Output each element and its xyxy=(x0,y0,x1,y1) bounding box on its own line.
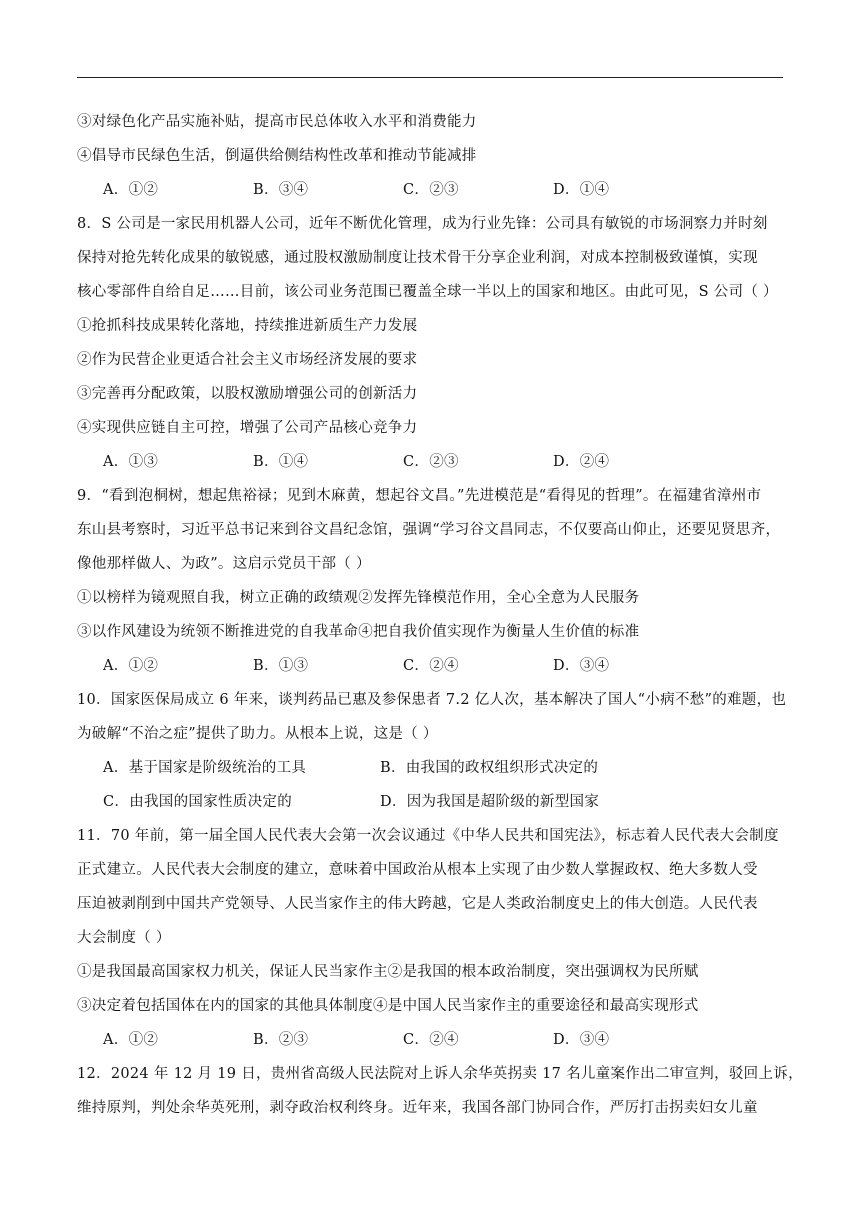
q11-option-c: C．②④ xyxy=(403,1032,459,1048)
q10-option-a: A．基于国家是阶级统治的工具 xyxy=(103,760,307,776)
q9-options xyxy=(77,649,785,683)
q8-stem-line: 8．S 公司是一家民用机器人公司，近年不断优化管理，成为行业先锋：公司具有敏锐的市场洞察力并时刻 xyxy=(77,216,768,232)
q11-items-3-4: ③决定着包括国体在内的国家的其他具体制度④是中国人民当家作主的重要途径和最高实现形式 xyxy=(77,998,699,1014)
q7-options xyxy=(77,173,785,207)
q8-option-a: A．①③ xyxy=(103,454,159,470)
q8-option-c: C．②③ xyxy=(403,454,459,470)
q11-stem-line: 11．70 年前，第一届全国人民代表大会第一次会议通过《中华人民共和国宪法》，标志着人民代表大会制度 xyxy=(77,828,779,844)
q8-item-3: ③完善再分配政策，以股权激励增强公司的创新活力 xyxy=(77,386,418,402)
q11-stem-line: 大会制度（ ） xyxy=(77,930,171,946)
q8-stem-line: 核心零部件自给自足……目前，该公司业务范围已覆盖全球一半以上的国家和地区。由此可见，S 公司（ ） xyxy=(77,284,778,300)
q11-option-d: D．③④ xyxy=(553,1032,610,1048)
q12-stem-line: 12．2024 年 12 月 19 日，贵州省高级人民法院对上诉人余华英拐卖 17 名儿童案作出二审宣判，驳回上诉， xyxy=(77,1066,803,1082)
q9-stem-line: 像他那样做人、为政”。这启示党员干部（ ） xyxy=(77,556,371,572)
q7-item-4: ④倡导市民绿色生活，倒逼供给侧结构性改革和推动节能减排 xyxy=(77,148,477,164)
q10-options-row-1 xyxy=(77,751,785,785)
q9-option-c: C．②④ xyxy=(403,658,459,674)
q7-option-b: B．③④ xyxy=(253,182,309,198)
q8-item-2: ②作为民营企业更适合社会主义市场经济发展的要求 xyxy=(77,352,418,368)
q9-option-a: A．①② xyxy=(103,658,159,674)
q8-item-4: ④实现供应链自主可控，增强了公司产品核心竞争力 xyxy=(77,420,418,436)
q11-option-a: A．①② xyxy=(103,1032,159,1048)
q8-options xyxy=(77,445,785,479)
q7-option-c: C．②③ xyxy=(403,182,459,198)
q9-items-3-4: ③以作风建设为统领不断推进党的自我革命④把自我价值实现作为衡量人生价值的标准 xyxy=(77,624,640,640)
q10-options-row-2 xyxy=(77,785,785,819)
q9-option-b: B．①③ xyxy=(253,658,309,674)
q7-option-d: D．①④ xyxy=(553,182,610,198)
q11-option-b: B．②③ xyxy=(253,1032,309,1048)
q11-options xyxy=(77,1023,785,1057)
q12-stem-line: 维持原判，判处余华英死刑，剥夺政治权利终身。近年来，我国各部门协同合作，严厉打击拐卖妇女儿童 xyxy=(77,1100,758,1116)
q9-stem-line: 东山县考察时，习近平总书记来到谷文昌纪念馆，强调“学习谷文昌同志，不仅要高山仰止，还要见贤思齐， xyxy=(77,522,781,538)
q9-items-1-2: ①以榜样为镜观照自我，树立正确的政绩观②发挥先锋模范作用，全心全意为人民服务 xyxy=(77,590,640,606)
q10-stem-line: 10．国家医保局成立 6 年来，谈判药品已惠及参保患者 7.2 亿人次，基本解决了国人“小病不愁”的难题，也 xyxy=(77,692,787,708)
q9-option-d: D．③④ xyxy=(553,658,610,674)
q8-stem-line: 保持对抢先转化成果的敏锐感，通过股权激励制度让技术骨干分享企业利润，对成本控制极致谨慎，实现 xyxy=(77,250,758,266)
exam-page xyxy=(77,105,803,1125)
q10-option-b: B．由我国的政权组织形式决定的 xyxy=(380,760,599,776)
q11-stem-line: 压迫被剥削到中国共产党领导、人民当家作主的伟大跨越，它是人类政治制度史上的伟大创造。人民代表 xyxy=(77,896,758,912)
q8-option-d: D．②④ xyxy=(553,454,610,470)
q9-stem-line: 9．“看到泡桐树，想起焦裕禄；见到木麻黄，想起谷文昌。”先进模范是“看得见的哲理”。在福建省漳州市 xyxy=(77,488,762,504)
q7-item-3: ③对绿色化产品实施补贴，提高市民总体收入水平和消费能力 xyxy=(77,114,477,130)
q8-option-b: B．①④ xyxy=(253,454,309,470)
q8-item-1: ①抢抓科技成果转化落地，持续推进新质生产力发展 xyxy=(77,318,418,334)
q11-items-1-2: ①是我国最高国家权力机关，保证人民当家作主②是我国的根本政治制度，突出强调权为民所赋 xyxy=(77,964,699,980)
header-rule xyxy=(77,77,783,78)
q10-option-d: D．因为我国是超阶级的新型国家 xyxy=(380,794,600,810)
q11-stem-line: 正式建立。人民代表大会制度的建立，意味着中国政治从根本上实现了由少数人掌握政权、绝大多数人受 xyxy=(77,862,758,878)
q10-stem-line: 为破解“不治之症”提供了助力。从根本上说，这是（ ） xyxy=(77,726,438,742)
q7-option-a: A．①② xyxy=(103,182,159,198)
q10-option-c: C．由我国的国家性质决定的 xyxy=(103,794,292,810)
